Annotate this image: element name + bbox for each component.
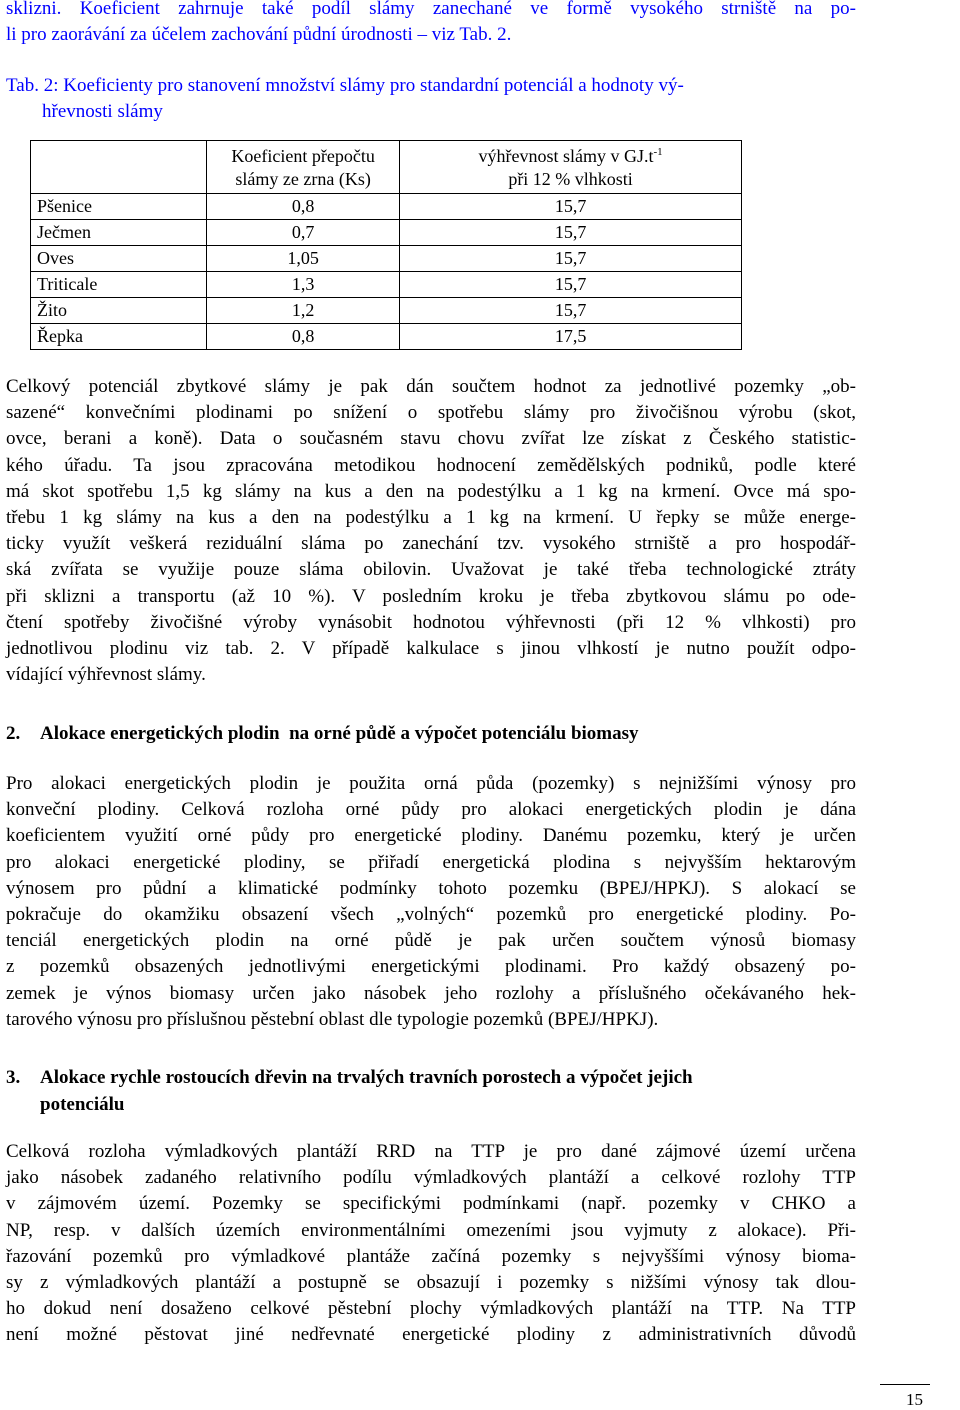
text-line: Pro alokaci energetických plodin je použita orná půda (pozemky) s nejnižšími výnosy pro — [6, 773, 856, 794]
header-coefficient-line1: Koeficient přepočtu — [231, 145, 375, 166]
heat-cell: 15,7 — [400, 298, 742, 324]
text-line: jako násobek zadaného relativního podílu výmladkových plantáží a celkové rozlohy TTP — [6, 1167, 856, 1189]
ks-cell: 0,8 — [207, 324, 400, 350]
text-line: pro alokaci energetické plodiny, se přiřadí energetická plodina s nejvyšším hektarovým — [6, 851, 856, 873]
text-line: tenciál energetických plodin na orné půdě je pak určen součtem výnosů biomasy — [6, 930, 856, 952]
text-line: čtení spotřeby živočišné výroby vynásobit hodnotou výhřevnosti (při 12 % vlhkosti) pro — [6, 611, 856, 633]
header-heat-line1: výhřevnost slámy v GJ.t — [478, 145, 654, 166]
crop-cell: Ječmen — [31, 220, 207, 246]
table-row — [31, 298, 742, 324]
ks-cell: 1,05 — [207, 246, 400, 272]
heat-cell: 15,7 — [400, 246, 742, 272]
text-line: li pro zaorávání za účelem zachování půdní úrodnosti – viz Tab. 2. — [6, 24, 512, 46]
footer-divider — [880, 1384, 930, 1385]
crop-cell: Oves — [31, 246, 207, 272]
header-heat-line2: při 12 % vlhkosti — [508, 168, 633, 189]
table-row — [31, 246, 742, 272]
section-number: 2. — [6, 723, 21, 744]
table-row — [31, 194, 742, 220]
crop-cell: Pšenice — [31, 194, 207, 220]
crop-cell: Žito — [31, 298, 207, 324]
table-row — [31, 220, 742, 246]
header-heat-value — [400, 141, 742, 194]
heat-cell: 15,7 — [400, 272, 742, 298]
ks-cell: 0,8 — [207, 194, 400, 220]
text-line: ovce, berani a koně). Data o současném stavu chovu zvířat lze získat z Českého statistic- — [6, 428, 856, 450]
section-heading-3 — [6, 1064, 856, 1118]
header-empty-cell — [31, 141, 207, 194]
section-title — [40, 1064, 852, 1118]
text-line: sklizni. Koeficient zahrnuje také podíl slámy zanechané ve formě vysokého strniště na po- — [6, 0, 856, 19]
text-line: výnosem pro půdní a klimatické podmínky tohoto pozemku (BPEJ/HPKJ). S alokací se — [6, 877, 856, 899]
header-coefficient — [207, 141, 400, 194]
text-line: ticky využít veškerá reziduální sláma po zanechání tzv. vysokého strniště a pro hospodář- — [6, 533, 856, 555]
text-line: z pozemků obsazených jednotlivými energetickými plodinami. Pro každý obsazený po- — [6, 956, 856, 978]
ks-cell: 1,3 — [207, 272, 400, 298]
section-title-line2: potenciálu — [40, 1094, 125, 1115]
text-line: třebu 1 kg slámy na kus a den na podestýlku a 1 kg na krmení. U řepky se může energe- — [6, 507, 856, 529]
section-title-line1: Alokace rychle rostoucích dřevin na trvalých travních porostech a výpočet jejich — [40, 1067, 693, 1088]
heat-cell: 17,5 — [400, 324, 742, 350]
text-line: při sklizni a transportu (až 10 %). V posledním kroku je třeba zbytkovou slámu po ode- — [6, 585, 856, 607]
text-line: ho dokud není dosaženo celkové pěstební plochy výmladkových plantáží na TTP. Na TTP — [6, 1298, 856, 1320]
table-row — [31, 272, 742, 298]
text-line: v zájmovém území. Pozemky se specifickými podmínkami (např. pozemky v CHKO a — [6, 1193, 856, 1215]
top-paragraph — [6, 0, 856, 48]
paragraph-energy-crops — [6, 771, 856, 1033]
text-line: Celková rozloha výmladkových plantáží RRD na TTP je pro dané zájmové území určena — [6, 1141, 856, 1162]
text-line: pokračuje do okamžiku obsazení všech „volných“ pozemků pro energetické plodiny. Po- — [6, 904, 856, 926]
text-line: Celkový potenciál zbytkové slámy je pak dán součtem hodnot za jednotlivé pozemky „ob- — [6, 376, 856, 397]
text-line: konveční plodiny. Celková rozloha orné půdy pro alokaci energetických plodin je dána — [6, 799, 856, 821]
text-line: NP, resp. v dalších územích environmentálními omezeními jsou vyjmuty z alokace). Při- — [6, 1219, 856, 1241]
text-line: ská zvířata se využije pouze sláma obilovin. Uvažovat je také třeba technologické ztráty — [6, 559, 856, 581]
text-line: sy z výmladkových plantáží a postupně se obsazují i pozemky s nižšími výnosy tak dlou- — [6, 1272, 856, 1294]
heat-cell: 15,7 — [400, 220, 742, 246]
text-line: kého úřadu. Ta jsou zpracována metodikou hodnocení zemědělských podniků, podle které — [6, 454, 856, 476]
table-header-row — [31, 141, 742, 194]
section-heading-2 — [6, 720, 856, 747]
crop-cell: Triticale — [31, 272, 207, 298]
crop-cell: Řepka — [31, 324, 207, 350]
table-caption — [6, 73, 856, 125]
text-line: řazování pozemků pro výmladkové plantáže začíná pozemky s nejvyššími výnosy bioma- — [6, 1245, 856, 1267]
table-caption-line1: Tab. 2: Koeficienty pro stanovení množství slámy pro standardní potenciál a hodnoty vý- — [6, 75, 684, 96]
text-line: není možné pěstovat jiné nedřevnaté energetické plodiny z administrativních důvodů — [6, 1324, 856, 1346]
ks-cell: 0,7 — [207, 220, 400, 246]
header-coefficient-line2: slámy ze zrna (Ks) — [235, 168, 371, 189]
text-line: sazené“ konvečními plodinami po snížení o spotřebu slámy pro živočišnou výrobu (skot, — [6, 402, 856, 424]
section-number: 3. — [6, 1067, 21, 1088]
text-line: má skot spotřebu 1,5 kg slámy na kus a den na podestýlku a 1 kg na krmení. Ovce má spo- — [6, 480, 856, 502]
text-line: jednotlivou plodinu viz tab. 2. V případě kalkulace s jinou vlhkostí je nutno použít odpo- — [6, 638, 856, 660]
section-title: Alokace energetických plodin na orné půdě a výpočet potenciálu biomasy — [40, 723, 639, 744]
text-line: zemek je výnos biomasy určen jako násobek jeho rozlohy a příslušného očekávaného hek- — [6, 982, 856, 1004]
paragraph-rrd-plantations — [6, 1139, 856, 1349]
heat-cell: 15,7 — [400, 194, 742, 220]
table-caption-line2: hřevnosti slámy — [42, 101, 163, 122]
page-number: 15 — [906, 1390, 923, 1409]
ks-cell: 1,2 — [207, 298, 400, 324]
table-row — [31, 324, 742, 350]
text-line: vídající výhřevnost slámy. — [6, 664, 206, 686]
text-line: koeficientem využití orné půdy pro energetické plodiny. Danému pozemku, který je určen — [6, 825, 856, 847]
text-line: tarového výnosu pro příslušnou pěstební oblast dle typologie pozemků (BPEJ/HPKJ). — [6, 1008, 659, 1030]
header-heat-sup: -1 — [653, 145, 663, 158]
straw-coefficients-table — [30, 140, 742, 350]
paragraph-straw-potential — [6, 374, 856, 688]
